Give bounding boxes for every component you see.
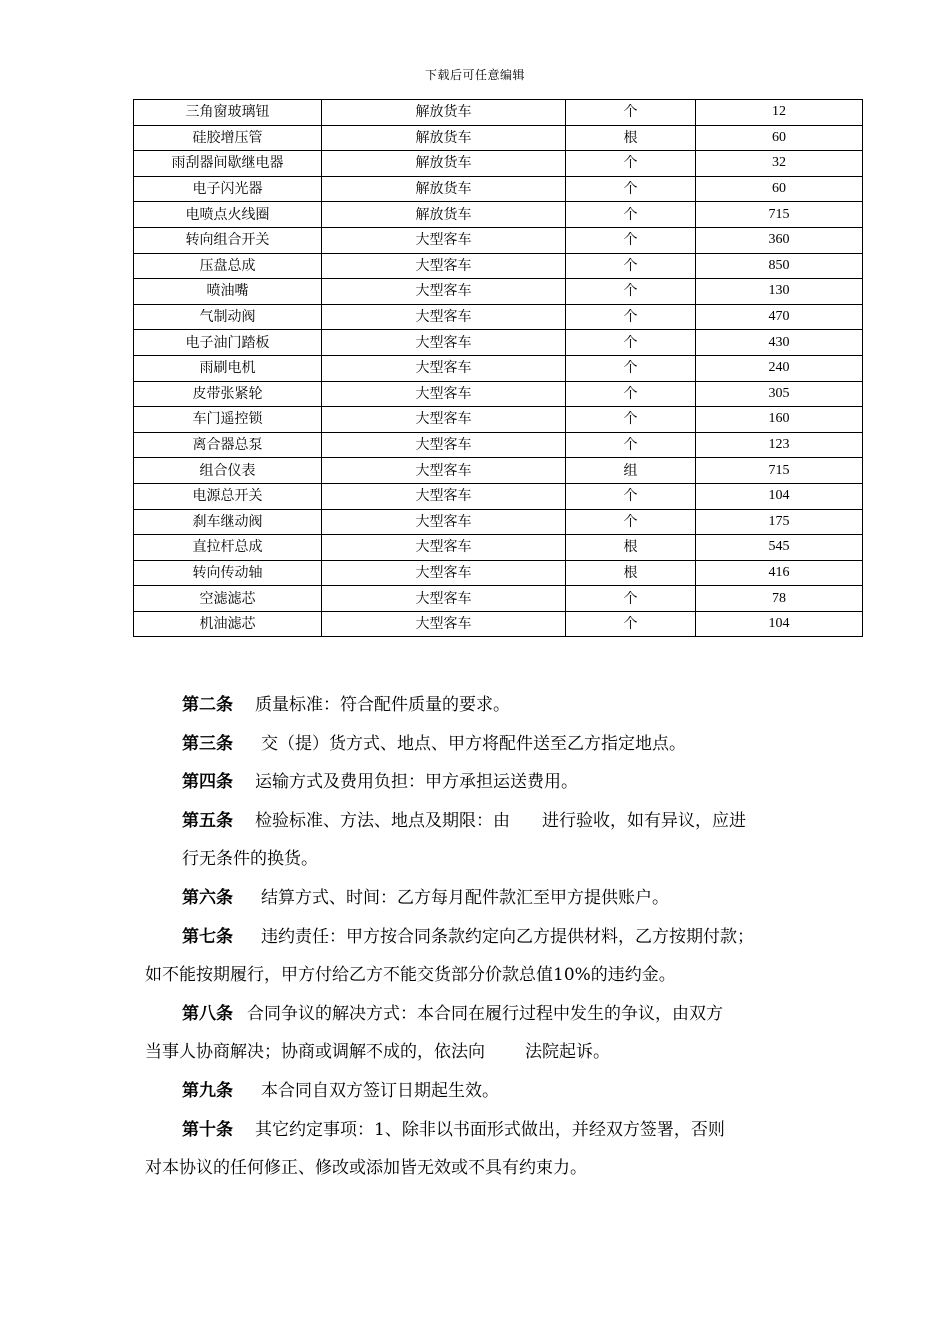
vehicle-type-cell: 解放货车	[322, 100, 566, 126]
part-name-cell: 雨刷电机	[134, 355, 322, 381]
quantity-cell: 60	[696, 176, 863, 202]
vehicle-type-cell: 大型客车	[322, 560, 566, 586]
vehicle-type-cell: 大型客车	[322, 535, 566, 561]
unit-cell: 个	[566, 407, 696, 433]
clause-10-continuation	[145, 1149, 825, 1188]
unit-cell: 个	[566, 202, 696, 228]
clause-label: 第二条	[182, 695, 233, 715]
clause-7	[145, 918, 825, 957]
quantity-cell: 850	[696, 253, 863, 279]
vehicle-type-cell: 解放货车	[322, 176, 566, 202]
unit-cell: 个	[566, 279, 696, 305]
part-name-cell: 电子闪光器	[134, 176, 322, 202]
clause-text: 本合同自双方签订日期起生效。	[261, 1080, 499, 1101]
part-name-cell: 离合器总泵	[134, 432, 322, 458]
vehicle-type-cell: 大型客车	[322, 483, 566, 509]
clause-label: 第四条	[182, 772, 233, 793]
part-name-cell: 喷油嘴	[134, 279, 322, 305]
clause-9	[145, 1072, 825, 1111]
clause-text-cont: 进行验收，如有异议，应进	[542, 810, 746, 831]
vehicle-type-cell: 大型客车	[322, 432, 566, 458]
part-name-cell: 皮带张紧轮	[134, 381, 322, 407]
unit-cell: 个	[566, 483, 696, 509]
clause-continuation: 行无条件的换货。	[182, 849, 318, 870]
quantity-cell: 715	[696, 202, 863, 228]
table-row	[134, 100, 863, 126]
vehicle-type-cell: 大型客车	[322, 407, 566, 433]
quantity-cell: 470	[696, 304, 863, 330]
table-row	[134, 355, 863, 381]
table-row	[134, 560, 863, 586]
unit-cell: 个	[566, 330, 696, 356]
quantity-cell: 104	[696, 611, 863, 637]
clause-continuation: 当事人协商解决；协商或调解不成的，依法向	[145, 1042, 485, 1063]
table-row	[134, 483, 863, 509]
vehicle-type-cell: 大型客车	[322, 330, 566, 356]
table-row	[134, 586, 863, 612]
unit-cell: 个	[566, 611, 696, 637]
unit-cell: 组	[566, 458, 696, 484]
quantity-cell: 175	[696, 509, 863, 535]
unit-cell: 个	[566, 227, 696, 253]
part-name-cell: 转向组合开关	[134, 227, 322, 253]
quantity-cell: 240	[696, 355, 863, 381]
clause-label: 第五条	[182, 810, 233, 831]
part-name-cell: 刹车继动阀	[134, 509, 322, 535]
quantity-cell: 160	[696, 407, 863, 433]
clause-5	[145, 802, 825, 841]
vehicle-type-cell: 大型客车	[322, 227, 566, 253]
table-row	[134, 330, 863, 356]
quantity-cell: 12	[696, 100, 863, 126]
clause-label: 第十条	[182, 1119, 233, 1140]
contract-clauses	[145, 686, 825, 1188]
clause-label: 第六条	[182, 887, 233, 908]
part-name-cell: 转向传动轴	[134, 560, 322, 586]
table-row	[134, 151, 863, 177]
clause-text: 其它约定事项：1、除非以书面形式做出，并经双方签署，否则	[255, 1119, 725, 1140]
vehicle-type-cell: 解放货车	[322, 202, 566, 228]
vehicle-type-cell: 大型客车	[322, 253, 566, 279]
unit-cell: 个	[566, 253, 696, 279]
table-row	[134, 509, 863, 535]
table-row	[134, 432, 863, 458]
vehicle-type-cell: 大型客车	[322, 381, 566, 407]
unit-cell: 个	[566, 509, 696, 535]
clause-continuation: 如不能按期履行，甲方付给乙方不能交货部分价款总值10%的违约金。	[145, 965, 676, 986]
vehicle-type-cell: 解放货车	[322, 151, 566, 177]
parts-table	[133, 99, 863, 637]
part-name-cell: 电喷点火线圈	[134, 202, 322, 228]
vehicle-type-cell: 大型客车	[322, 458, 566, 484]
parts-table-body	[134, 100, 863, 637]
quantity-cell: 60	[696, 125, 863, 151]
vehicle-type-cell: 解放货车	[322, 125, 566, 151]
vehicle-type-cell: 大型客车	[322, 586, 566, 612]
clause-continuation-b: 法院起诉。	[525, 1042, 610, 1063]
page-header: 下载后可任意编辑	[424, 68, 525, 82]
clause-5-continuation	[145, 840, 825, 879]
unit-cell: 个	[566, 586, 696, 612]
unit-cell: 根	[566, 560, 696, 586]
clause-text: 违约责任：甲方按合同条款约定向乙方提供材料，乙方按期付款；	[261, 926, 754, 947]
part-name-cell: 电源总开关	[134, 483, 322, 509]
quantity-cell: 430	[696, 330, 863, 356]
vehicle-type-cell: 大型客车	[322, 611, 566, 637]
part-name-cell: 空滤滤芯	[134, 586, 322, 612]
quantity-cell: 545	[696, 535, 863, 561]
clause-label: 第七条	[182, 926, 233, 947]
unit-cell: 个	[566, 304, 696, 330]
clause-8-continuation	[145, 1033, 825, 1072]
clause-2	[145, 686, 825, 725]
part-name-cell: 组合仪表	[134, 458, 322, 484]
quantity-cell: 32	[696, 151, 863, 177]
unit-cell: 个	[566, 381, 696, 407]
table-row	[134, 227, 863, 253]
clause-text: 交（提）货方式、地点、甲方将配件送至乙方指定地点。	[261, 733, 686, 754]
part-name-cell: 电子油门踏板	[134, 330, 322, 356]
part-name-cell: 机油滤芯	[134, 611, 322, 637]
vehicle-type-cell: 大型客车	[322, 279, 566, 305]
clause-text: 检验标准、方法、地点及期限：由	[255, 810, 510, 831]
part-name-cell: 三角窗玻璃钮	[134, 100, 322, 126]
part-name-cell: 雨刮器间歇继电器	[134, 151, 322, 177]
clause-3	[145, 725, 825, 764]
clause-4	[145, 763, 825, 802]
clause-text: 质量标准：符合配件质量的要求。	[255, 695, 510, 715]
table-row	[134, 458, 863, 484]
part-name-cell: 车门遥控锁	[134, 407, 322, 433]
table-row	[134, 381, 863, 407]
unit-cell: 个	[566, 151, 696, 177]
quantity-cell: 123	[696, 432, 863, 458]
unit-cell: 个	[566, 432, 696, 458]
vehicle-type-cell: 大型客车	[322, 355, 566, 381]
clause-6	[145, 879, 825, 918]
unit-cell: 个	[566, 176, 696, 202]
part-name-cell: 气制动阀	[134, 304, 322, 330]
table-row	[134, 202, 863, 228]
clause-continuation: 对本协议的任何修正、修改或添加皆无效或不具有约束力。	[145, 1158, 587, 1179]
table-row	[134, 304, 863, 330]
quantity-cell: 305	[696, 381, 863, 407]
part-name-cell: 压盘总成	[134, 253, 322, 279]
quantity-cell: 130	[696, 279, 863, 305]
table-row	[134, 535, 863, 561]
vehicle-type-cell: 大型客车	[322, 304, 566, 330]
clause-7-continuation	[145, 956, 825, 995]
vehicle-type-cell: 大型客车	[322, 509, 566, 535]
unit-cell: 根	[566, 125, 696, 151]
table-row	[134, 611, 863, 637]
table-row	[134, 407, 863, 433]
unit-cell: 根	[566, 535, 696, 561]
part-name-cell: 硅胶增压管	[134, 125, 322, 151]
clause-text: 运输方式及费用负担：甲方承担运送费用。	[255, 772, 578, 793]
table-row	[134, 279, 863, 305]
clause-label: 第三条	[182, 733, 233, 754]
unit-cell: 个	[566, 100, 696, 126]
clause-text: 结算方式、时间：乙方每月配件款汇至甲方提供账户。	[261, 887, 669, 908]
quantity-cell: 78	[696, 586, 863, 612]
clause-label: 第八条	[182, 1003, 233, 1024]
part-name-cell: 直拉杆总成	[134, 535, 322, 561]
quantity-cell: 416	[696, 560, 863, 586]
quantity-cell: 715	[696, 458, 863, 484]
table-row	[134, 125, 863, 151]
quantity-cell: 104	[696, 483, 863, 509]
clause-8	[145, 995, 825, 1034]
quantity-cell: 360	[696, 227, 863, 253]
table-row	[134, 176, 863, 202]
unit-cell: 个	[566, 355, 696, 381]
clause-label: 第九条	[182, 1080, 233, 1101]
clause-10	[145, 1111, 825, 1150]
clause-text: 合同争议的解决方式：本合同在履行过程中发生的争议，由双方	[247, 1003, 723, 1024]
table-row	[134, 253, 863, 279]
